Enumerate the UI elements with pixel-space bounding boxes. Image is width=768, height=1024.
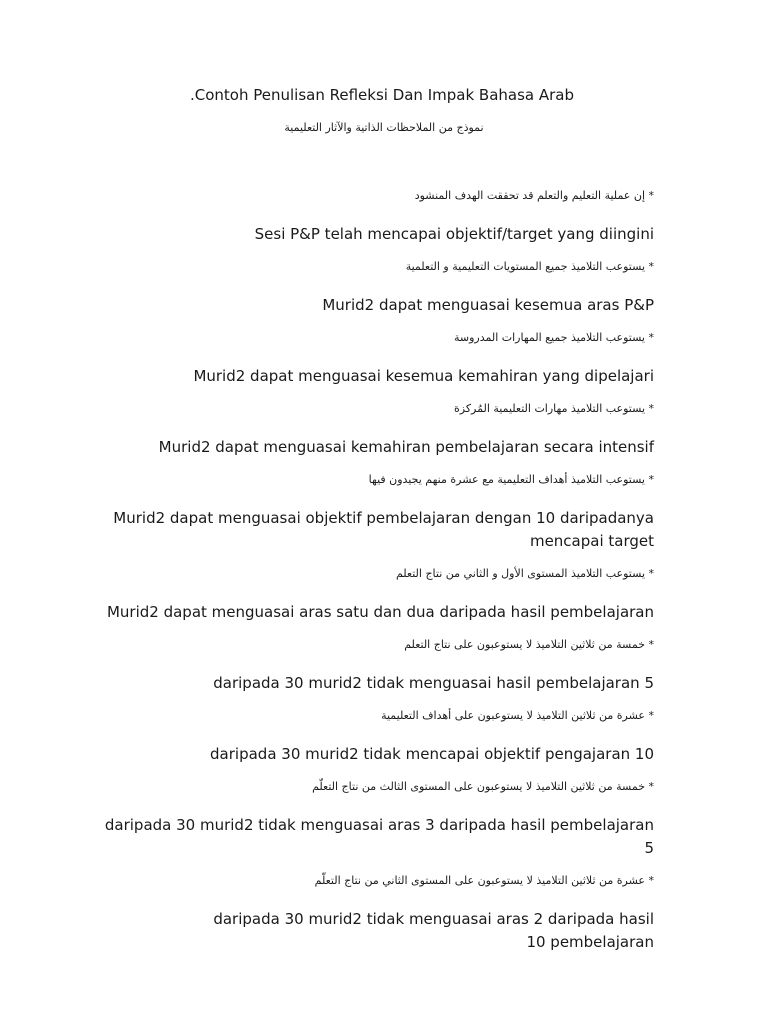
entry-7 xyxy=(94,635,654,695)
arabic-line: * يستوعب التلاميذ مهارات التعليمية المُركزة xyxy=(453,402,654,415)
entry-8 xyxy=(94,706,654,766)
malay-line: Murid2 dapat menguasai objektif pembelajaran dengan 10 daripadanya mencapai target xyxy=(113,509,654,550)
malay-line: daripada 30 murid2 tidak menguasai aras 2 daripada hasil 10 pembelajaran xyxy=(213,910,654,951)
entry-10 xyxy=(94,871,654,954)
arabic-line: * عشرة من ثلاثين التلاميذ لا يستوعبون على المستوى الثاني من نتاج التعلّم xyxy=(314,874,654,887)
entry-3 xyxy=(94,328,654,388)
malay-line: Sesi P&P telah mencapai objektif/target yang diingini xyxy=(254,225,654,243)
page-subtitle: نموذج من الملاحظات الذاتية والآثار التعليمية xyxy=(284,121,484,134)
arabic-line: * يستوعب التلاميذ جميع المستويات التعليمية و التعلمية xyxy=(405,260,654,273)
malay-line: daripada 30 murid2 tidak mencapai objektif pengajaran 10 xyxy=(210,745,654,763)
entry-1 xyxy=(94,186,654,246)
arabic-line: * إن عملية التعليم والتعلم قد تحققت الهدف المنشود xyxy=(414,189,654,202)
entry-list xyxy=(94,186,654,954)
arabic-line: * خمسة من ثلاثين التلاميذ لا يستوعبون على نتاج التعلم xyxy=(404,638,654,651)
malay-line: Murid2 dapat menguasai kesemua kemahiran yang dipelajari xyxy=(193,367,654,385)
arabic-line: * يستوعب التلاميذ أهداف التعليمية مع عشرة منهم يجيدون فيها xyxy=(368,473,654,486)
entry-2 xyxy=(94,257,654,317)
entry-6 xyxy=(94,564,654,624)
arabic-line: * خمسة من ثلاثين التلاميذ لا يستوعبون على المستوى الثالث من نتاج التعلّم xyxy=(312,780,654,793)
entry-4 xyxy=(94,399,654,459)
page-title: .Contoh Penulisan Refleksi Dan Impak Bahasa Arab xyxy=(189,86,575,104)
arabic-line: * عشرة من ثلاثين التلاميذ لا يستوعبون على أهداف التعليمية xyxy=(381,709,654,722)
malay-line: daripada 30 murid2 tidak menguasai hasil pembelajaran 5 xyxy=(213,674,654,692)
malay-line: Murid2 dapat menguasai kesemua aras P&P xyxy=(322,296,654,314)
arabic-line: * يستوعب التلاميذ المستوى الأول و الثاني من نتاج التعلم xyxy=(395,567,654,580)
malay-line: daripada 30 murid2 tidak menguasai aras 3 daripada hasil pembelajaran 5 xyxy=(104,816,654,857)
entry-9 xyxy=(94,777,654,860)
arabic-line: * يستوعب التلاميذ جميع المهارات المدروسة xyxy=(453,331,654,344)
malay-line: Murid2 dapat menguasai kemahiran pembelajaran secara intensif xyxy=(158,438,654,456)
malay-line: Murid2 dapat menguasai aras satu dan dua daripada hasil pembelajaran xyxy=(106,603,654,621)
entry-5 xyxy=(94,470,654,553)
